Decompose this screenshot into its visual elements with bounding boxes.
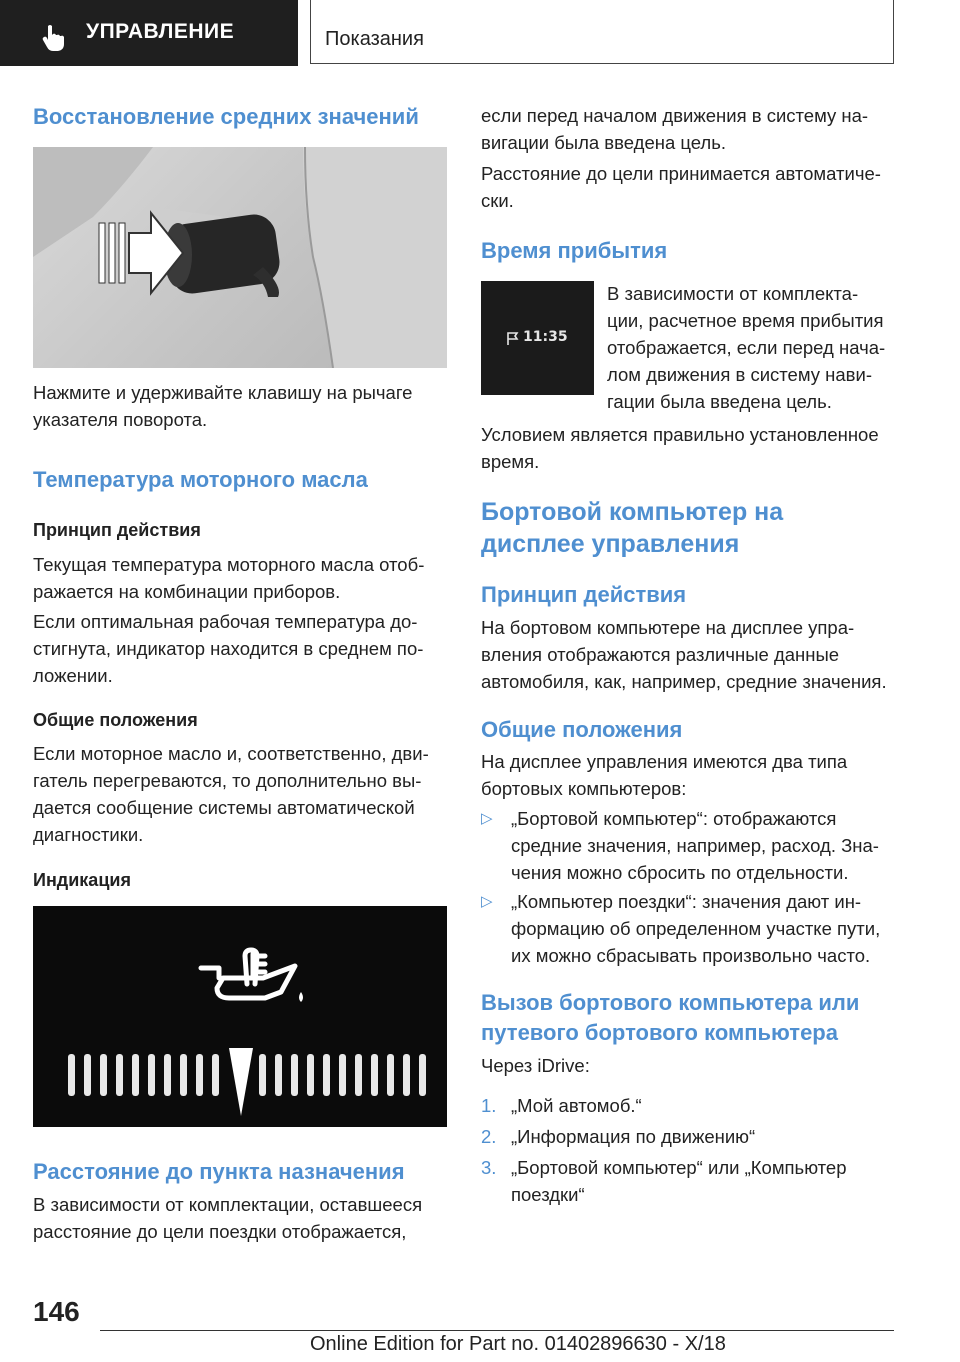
lever-illustration — [33, 147, 447, 368]
list-item: 2. „Информация по движению“ — [481, 1126, 756, 1147]
heading-onboard-computer: Бортовой компьютер на дисплее управления — [481, 498, 784, 558]
section-header — [0, 0, 298, 66]
triangle-bullet-icon: ▷ — [481, 810, 493, 827]
paragraph-via-idrive: Через iDrive: — [481, 1055, 590, 1076]
page-number: 146 — [33, 1296, 80, 1327]
paragraph-general: На дисплее управления имеются два типа бортовых компьютеров: — [481, 751, 848, 799]
arrival-time-display — [481, 281, 594, 395]
oil-gauge — [33, 906, 447, 1127]
list-item: ▷ „Бортовой компьютер“: отображаются средние значения, например, расход. Зна- чения можно сбросить по отдельности. — [481, 808, 879, 883]
paragraph-distance-continued: если перед началом движения в систему на- вигации была введена цель. — [481, 105, 869, 153]
paragraph-oil-current: Текущая температура моторного масла отоб- ражается на комбинации приборов. — [33, 554, 425, 602]
temperature-needle — [229, 1048, 253, 1116]
section-title: УПРАВЛЕНИЕ — [86, 20, 235, 43]
paragraph-oil-optimal: Если оптимальная рабочая температура до- стигнута, индикатор находится в среднем по- ложении. — [33, 611, 424, 686]
triangle-bullet-icon: ▷ — [481, 893, 493, 910]
heading-principle: Принцип действия — [481, 582, 687, 607]
paragraph-restore: Нажмите и удерживайте клавишу на рычаге указателя поворота. — [33, 382, 413, 430]
oil-can-thermometer-icon — [201, 950, 295, 998]
footer-divider — [100, 1330, 894, 1331]
paragraph-arrival-condition: Условием является правильно установленное время. — [481, 424, 879, 472]
list-item: 1. „Мой автомоб.“ — [481, 1095, 642, 1116]
chapter-tab — [310, 0, 894, 64]
heading-arrival-time: Время прибытия — [481, 238, 668, 263]
chapter-title: Показания — [325, 28, 424, 50]
edition-info: Online Edition for Part no. 01402896630 - X/18 — [310, 1333, 726, 1355]
paragraph-principle: На бортовом компьютере на дисплее упра- вления отображаются различные данные автомобиля, как, например, средние значения. — [481, 617, 887, 692]
paragraph-distance-auto: Расстояние до цели принимается автоматиче- ски. — [481, 163, 881, 211]
list-item: 3. „Бортовой компьютер“ или „Компьютер поездки“ — [481, 1157, 847, 1205]
heading-restore-averages: Восстановление средних значений — [33, 104, 419, 129]
heading-distance-destination: Расстояние до пункта назначения — [33, 1159, 405, 1184]
list-item: ▷ „Компьютер поездки“: значения дают ин- формацию об определенном участке пути, их можно сбрасывать произвольно часто. — [481, 891, 881, 966]
turn-signal-lever-photo — [33, 147, 447, 368]
oil-temperature-display — [33, 906, 447, 1127]
hand-pointer-icon — [38, 22, 68, 52]
arrival-time-value: 11:35 — [523, 329, 568, 345]
paragraph-arrival: В зависимости от комплекта- ции, расчетное время прибытия отображается, если перед нача- лом движения в систему нави- гации была введена цель. — [607, 283, 886, 412]
paragraph-overheat: Если моторное масло и, соответственно, дви- гатель перегреваются, то дополнительно вы- дается сообщение системы автоматической диагностики. — [33, 743, 429, 845]
subheading-principle: Принцип действия — [33, 520, 201, 540]
subheading-general: Общие положения — [33, 710, 198, 730]
subheading-display: Индикация — [33, 870, 131, 890]
paragraph-distance: В зависимости от комплектации, оставшееся расстояние до цели поездки отображается, — [33, 1194, 423, 1242]
heading-oil-temperature: Температура моторного масла — [33, 467, 368, 492]
heading-general: Общие положения — [481, 717, 683, 742]
destination-flag-icon — [505, 331, 521, 347]
heading-call-computer: Вызов бортового компьютера или путевого бортового компьютера — [481, 990, 860, 1045]
